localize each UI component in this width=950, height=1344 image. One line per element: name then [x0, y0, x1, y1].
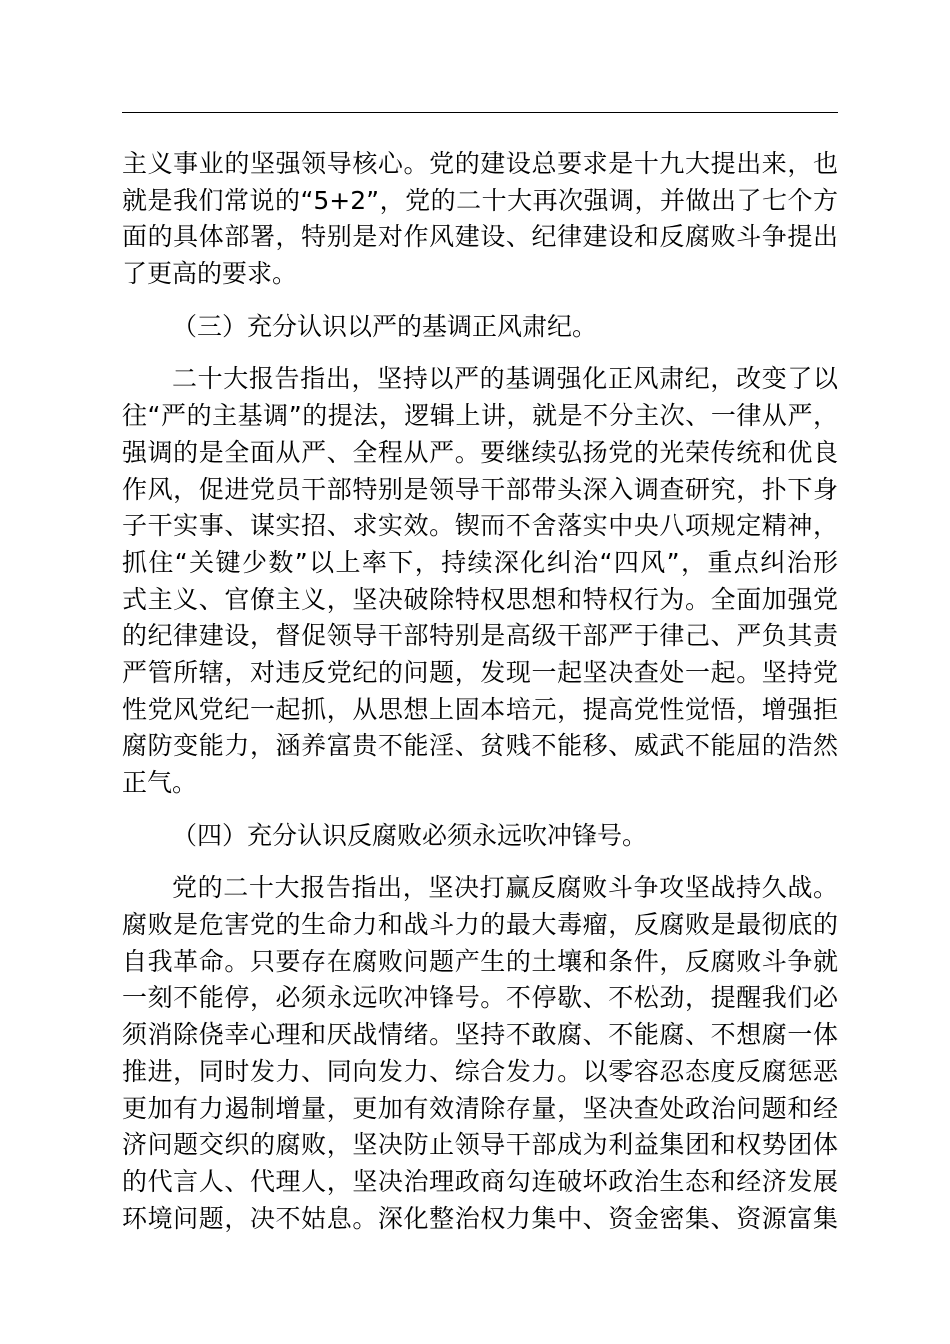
document-body [122, 146, 838, 1237]
body-line: 就是我们常说的“5+2”，党的二十大再次强调，并做出了七个方 [122, 185, 838, 215]
body-line: 面的具体部署，特别是对作风建设、纪律建设和反腐败斗争提出 [122, 222, 838, 252]
body-line: 济问题交织的腐败，坚决防止领导干部成为利益集团和权势团体 [122, 1130, 838, 1160]
body-line: 环境问题，决不姑息。深化整治权力集中、资金密集、资源富集 [122, 1203, 838, 1233]
body-line: 二十大报告指出，坚持以严的基调强化正风肃纪，改变了以 [172, 364, 838, 394]
section-heading-3: （三）充分认识以严的基调正风肃纪。 [172, 311, 598, 341]
body-line: 严管所辖，对违反党纪的问题，发现一起坚决查处一起。坚持党 [122, 657, 838, 687]
body-line: 的代言人、代理人，坚决治理政商勾连破坏政治生态和经济发展 [122, 1166, 838, 1196]
body-line: 了更高的要求。 [122, 259, 298, 289]
body-line: 抓住“关键少数”以上率下，持续深化纠治“四风”，重点纠治形 [122, 547, 838, 577]
body-line: 性党风党纪一起抓，从思想上固本培元，提高党性觉悟，增强拒 [122, 694, 838, 724]
body-line: 主义事业的坚强领导核心。党的建设总要求是十九大提出来，也 [122, 149, 838, 178]
body-line: 往“严的主基调”的提法，逻辑上讲，就是不分主次、一律从严， [122, 401, 838, 431]
body-line: 子干实事、谋实招、求实效。锲而不舍落实中央八项规定精神， [122, 511, 838, 541]
body-line: 正气。 [122, 768, 198, 797]
body-line: 自我革命。只要存在腐败问题产生的土壤和条件，反腐败斗争就 [122, 946, 838, 976]
body-line: 强调的是全面从严、全程从严。要继续弘扬党的光荣传统和优良 [122, 437, 838, 467]
body-line: 更加有力遏制增量，更加有效清除存量，坚决查处政治问题和经 [122, 1093, 838, 1123]
section-heading-4: （四）充分认识反腐败必须永远吹冲锋号。 [172, 820, 648, 850]
body-line: 腐防变能力，涵养富贵不能淫、贫贱不能移、威武不能屈的浩然 [122, 731, 838, 761]
body-line: 腐败是危害党的生命力和战斗力的最大毒瘤，反腐败是最彻底的 [122, 910, 838, 940]
body-line: 推进，同时发力、同向发力、综合发力。以零容忍态度反腐惩恶 [122, 1056, 838, 1086]
body-line: 式主义、官僚主义，坚决破除特权思想和特权行为。全面加强党 [122, 584, 838, 614]
body-line: 的纪律建设，督促领导干部特别是高级干部严于律己、严负其责 [122, 621, 838, 651]
header-rule [122, 112, 838, 113]
body-line: 一刻不能停，必须永远吹冲锋号。不停歇、不松劲，提醒我们必 [122, 983, 838, 1013]
body-line: 须消除侥幸心理和厌战情绪。坚持不敢腐、不能腐、不想腐一体 [122, 1020, 838, 1050]
body-line: 党的二十大报告指出，坚决打赢反腐败斗争攻坚战持久战。 [172, 873, 838, 903]
body-line: 作风，促进党员干部特别是领导干部带头深入调查研究，扑下身 [122, 474, 838, 504]
